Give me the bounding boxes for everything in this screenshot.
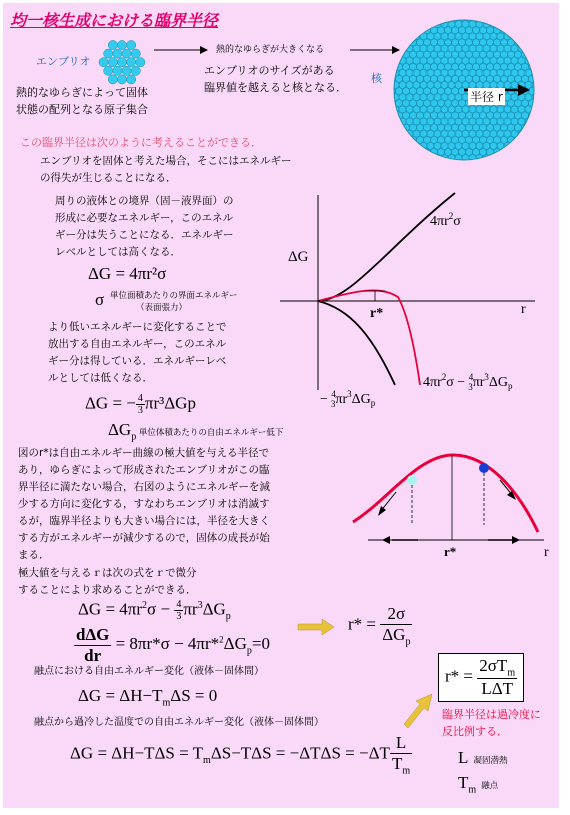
nucleus-atom — [501, 161, 508, 162]
nucleus-atom — [529, 51, 536, 58]
nucleus-atom — [392, 21, 399, 28]
nucleus-atom — [515, 27, 522, 34]
nucleus-atom — [529, 161, 536, 162]
nucleus-atom — [532, 130, 536, 137]
nucleus-atom — [392, 18, 396, 22]
nucleus-atom — [392, 51, 396, 58]
nucleus-atom — [396, 18, 403, 22]
nucleus-atom — [525, 155, 532, 162]
nucleus-atom — [406, 142, 413, 149]
nucleus-atom — [532, 57, 536, 64]
para3-line2: 放出する自由エネルギー，このエネル — [48, 338, 227, 350]
nucleus-atom — [532, 142, 536, 149]
nucleus-atom — [522, 27, 529, 34]
surface-curve-label: $4\pi r^2\sigma$ — [430, 211, 461, 229]
nucleus-atom — [399, 45, 406, 52]
nucleus-atom — [508, 27, 515, 34]
nucleus-atom — [427, 155, 434, 162]
embryo-atom — [117, 75, 126, 84]
nucleus-atom — [522, 136, 529, 143]
nucleus-atom — [529, 27, 536, 34]
nucleus-atom — [392, 155, 399, 162]
nucleus-atom — [529, 39, 536, 46]
legend-L-symbol: L — [458, 748, 469, 767]
sigma-symbol: σ — [95, 290, 105, 309]
graph1-xlabel: r — [521, 302, 526, 317]
undercool-caption: 融点から過冷した温度での自由エネルギー変化（液体－固体間） — [34, 717, 324, 728]
nucleus-atom — [406, 21, 413, 28]
size-description — [204, 62, 347, 96]
yellow-arrow-up — [400, 690, 436, 730]
final-note-line1: 臨界半径は過冷度に — [442, 708, 541, 721]
nucleus-atom — [396, 51, 403, 58]
nucleus-atom — [403, 39, 410, 46]
nucleus-atom — [525, 33, 532, 40]
nucleus-atom — [459, 161, 466, 162]
para4-line4: 少する方向に変化する，すなわちエンブリオは消滅す — [18, 498, 270, 510]
nucleus-atom — [532, 106, 536, 113]
nucleus-atom — [501, 18, 508, 22]
para4-line3: 界半径に満たない場合，右図のようにエネルギーを減 — [18, 481, 270, 493]
nucleus-atom — [487, 161, 494, 162]
nucleus-atom — [536, 18, 537, 22]
nucleus-atom — [466, 161, 473, 162]
nucleus-atom — [515, 18, 522, 22]
equation-3 — [348, 604, 412, 647]
embryo-label: エンブリオ — [36, 55, 91, 68]
final-note-line2: 反比例する． — [442, 725, 508, 738]
nucleus-atom — [399, 142, 406, 149]
para4-line2: あり，ゆらぎによって形成されたエンブリオがこの臨 — [18, 464, 270, 476]
radius-label: 半径 r — [470, 90, 503, 104]
nucleus-atom — [536, 100, 537, 107]
intro-text: この臨界半径は次のように考えることができる． — [20, 136, 262, 149]
nucleus-atom — [417, 161, 424, 162]
nucleus-atom — [392, 33, 399, 40]
nucleus-atom — [529, 148, 536, 155]
nucleus-atom — [494, 18, 501, 22]
nucleus-atom — [536, 27, 537, 34]
paragraph-5 — [18, 565, 197, 599]
dgp-symbol: $\Delta G_p$ — [108, 420, 137, 443]
para1-line1: エンブリオを固体と考えた場合，そこにはエネルギー — [40, 155, 292, 167]
nucleus-atom — [392, 161, 396, 162]
embryo-atom — [104, 49, 113, 58]
final-note — [442, 706, 541, 740]
nucleus-atom — [536, 75, 537, 82]
nucleus-label: 核 — [371, 72, 382, 85]
para3-line4: ルとしては低くなる． — [48, 372, 153, 384]
nucleus-atom — [438, 18, 445, 22]
nucleus-atom — [532, 33, 536, 40]
nucleus-atom — [410, 27, 417, 34]
embryo-desc-line2: 状態の配列となる原子集合 — [16, 103, 148, 116]
nucleus-atom — [529, 18, 536, 22]
nucleus-atom — [497, 21, 504, 28]
equation-undercool: $\Delta G = \Delta H-T\Delta S = T_m\Delta S-T\Delta S = -\Delta T\Delta S = -\Delta T$ $\frac{L}{T_m}$ — [70, 733, 411, 777]
nucleus-atom — [490, 155, 497, 162]
eq3-den: $\Delta G_p$ — [382, 625, 411, 648]
surface-energy-curve — [318, 193, 455, 301]
graph1-rstar-label: r* — [370, 306, 384, 321]
nucleus-atom — [396, 124, 403, 131]
nucleus-atom — [515, 161, 522, 162]
nucleus-atom — [536, 88, 537, 95]
nucleus-atom — [410, 18, 417, 22]
para2-line2: 形成に必要なエネルギー，このエネル — [55, 212, 234, 224]
nucleus-atom — [508, 18, 515, 22]
paragraph-2 — [55, 193, 234, 261]
nucleus-atom — [392, 118, 399, 125]
nucleus-atom — [532, 155, 536, 162]
nucleus-atom — [413, 142, 420, 149]
nucleus-atom — [417, 27, 424, 34]
size-desc-line2: 臨界値を越えると核となる． — [204, 81, 347, 94]
nucleus-atom — [452, 161, 459, 162]
legend-latent-heat — [458, 748, 508, 768]
nucleus-atom — [536, 148, 537, 155]
eq3-lhs: r* = — [348, 614, 376, 634]
sigma-note-line1: 単位面積あたりの界面エネルギー — [110, 291, 238, 301]
para3-line1: より低いエネルギーに変化することで — [48, 321, 227, 333]
nucleus-atom — [525, 142, 532, 149]
embryo-atom — [104, 66, 113, 75]
nucleus-atom — [399, 130, 406, 137]
nucleus-atom — [410, 161, 417, 162]
nucleus-atom — [518, 21, 525, 28]
sigma-note — [110, 290, 238, 314]
paragraph-3 — [48, 319, 227, 387]
nucleus-atom — [522, 18, 529, 22]
embryo-atom — [131, 66, 140, 75]
nucleus-atom — [427, 21, 434, 28]
para4-line5: るが，臨界半径よりも大きい場合には，半径を大きく — [18, 515, 270, 527]
graph2-rstar-label: r* — [444, 544, 457, 559]
nucleus-atom — [511, 155, 518, 162]
nucleus-atom — [480, 18, 487, 22]
nucleus-atom — [525, 21, 532, 28]
supercritical-embryo-dot — [479, 463, 489, 473]
volume-energy-curve — [318, 301, 395, 385]
nucleus-atom — [399, 155, 406, 162]
para2-line4: レベルとしては高くなる． — [55, 246, 181, 258]
nucleus-atom — [399, 21, 406, 28]
nucleus-atom — [532, 45, 536, 52]
eq-volume-prefix: ΔG = − — [85, 393, 136, 413]
embryo-atom — [127, 58, 136, 67]
nucleus-atom — [522, 39, 529, 46]
final-num: $2\sigma T_m$ — [479, 656, 516, 679]
embryo-description — [16, 84, 148, 118]
para4-line1: 図のr*は自由エネルギー曲線の極大値を与える半径で — [18, 447, 270, 459]
eq-volume-suffix: πr³ΔGp — [144, 393, 196, 413]
nucleus-atom — [420, 155, 427, 162]
nucleus-atom — [406, 155, 413, 162]
embryo-atom — [131, 49, 140, 58]
para4-line7: まる． — [18, 549, 50, 561]
embryo-atom — [113, 49, 122, 58]
nucleus-atom — [536, 63, 537, 70]
nucleus-atom — [480, 161, 487, 162]
nucleus-atom — [445, 161, 452, 162]
equation-volume — [85, 393, 196, 416]
melt-caption: 融点における自由エネルギー変化（液体－固体間） — [34, 666, 264, 677]
nucleus-atom — [536, 51, 537, 58]
dgp-note — [108, 420, 283, 442]
nucleus-atom — [494, 161, 501, 162]
maximum-graph — [348, 440, 558, 560]
nucleus-atom — [413, 155, 420, 162]
graph2-xlabel: r — [544, 545, 549, 560]
nucleus-atom — [511, 142, 518, 149]
nucleus-atom — [392, 63, 396, 70]
eq2-rhs: = $8\pi r*\sigma - 4\pi r*^2\Delta G_p=0$ — [115, 634, 270, 657]
final-lhs: r* = — [445, 666, 473, 686]
size-desc-line1: エンブリオのサイズがある — [204, 64, 335, 77]
nucleus-atom — [431, 161, 438, 162]
nucleus-atom — [396, 27, 403, 34]
para3-line3: ギー分は得している．エネルギーレベ — [48, 355, 227, 367]
embryo-atom — [117, 40, 126, 49]
nucleus-atom — [536, 112, 537, 119]
eq3-num: 2σ — [380, 604, 412, 625]
embryo-atom — [108, 58, 117, 67]
para4-line6: する方がエネルギーが減少するので，固体の成長が始 — [18, 532, 270, 544]
legend-melting-point — [458, 773, 498, 795]
legend-Tm-symbol: $T_m$ — [458, 773, 477, 796]
embryo-atom — [136, 58, 145, 67]
nucleus-atom — [522, 148, 529, 155]
volume-curve-label: − $^4$ $3\pi r^3\Delta G_p$ — [320, 389, 376, 409]
nucleus-atom — [396, 148, 403, 155]
nucleus-atom — [431, 18, 438, 22]
nucleus-atom — [417, 148, 424, 155]
nucleus-atom — [497, 155, 504, 162]
graph1-ylabel: ΔG — [288, 249, 309, 265]
embryo-atom — [127, 75, 136, 84]
legend-L-desc: 凝固潜熱 — [473, 756, 508, 766]
nucleus-atom — [420, 21, 427, 28]
nucleus-atom — [518, 142, 525, 149]
nucleus-atom — [508, 148, 515, 155]
para5-line2: することにより求めることができる． — [18, 584, 197, 596]
nucleus-atom — [403, 27, 410, 34]
embryo-cluster — [97, 38, 147, 88]
nucleus-atom — [529, 124, 536, 131]
equation-melt: $\Delta G = \Delta H-T_m\Delta S = 0$ — [78, 686, 218, 709]
dg-dr-fraction: $\frac{\text{dΔG}}{dr}$ — [76, 625, 110, 665]
nucleus-atom — [403, 161, 410, 162]
embryo-atom — [122, 49, 131, 58]
nucleus-atom — [515, 148, 522, 155]
nucleus-atom — [515, 136, 522, 143]
nucleus-atom — [392, 39, 396, 46]
fluctuation-caption: 熱的なゆらぎが大きくなる — [216, 45, 325, 55]
para2-line1: 周りの液体との境界（固－液界面）の — [55, 195, 234, 207]
nucleus-atom — [413, 21, 420, 28]
nucleus-atom — [511, 21, 518, 28]
nucleus-atom — [392, 142, 399, 149]
final-fraction — [477, 656, 517, 699]
nucleus-atom — [392, 27, 396, 34]
nucleus-atom — [536, 39, 537, 46]
nucleus-circle — [392, 18, 536, 162]
nucleus-atom — [473, 161, 480, 162]
nucleus-atom — [396, 136, 403, 143]
embryo-atom — [99, 58, 108, 67]
nucleus-atom — [504, 155, 511, 162]
embryo-atom — [108, 75, 117, 84]
nucleus-atom — [536, 136, 537, 143]
nucleus-atom — [487, 18, 494, 22]
legend-Tm-desc: 融点 — [481, 781, 499, 791]
embryo-atom — [122, 66, 131, 75]
nucleus-atom — [532, 21, 536, 28]
nucleus-atom — [508, 161, 515, 162]
energy-graph — [280, 185, 550, 425]
embryo-atom — [127, 40, 136, 49]
paragraph-1 — [40, 153, 291, 187]
nucleus-atom — [434, 155, 441, 162]
total-curve-label: $4\pi r^2\sigma - ^4$ $3\pi r^3\Delta G_p$ — [423, 372, 513, 392]
page-title: 均一核生成における臨界半径 — [10, 11, 219, 30]
nucleus-atom — [536, 124, 537, 131]
final-den: LΔT — [481, 679, 514, 699]
final-equation-box — [438, 653, 524, 702]
embryo-atom — [113, 66, 122, 75]
equation-1: $\Delta G = 4\pi r^2\sigma$ − $\frac{4}{3}$ $\pi r^3\Delta G_p$ — [78, 599, 231, 622]
nucleus-atom — [410, 148, 417, 155]
nucleus-atom — [536, 161, 537, 162]
nucleus-atom — [396, 161, 403, 162]
nucleus-atom — [392, 112, 396, 119]
nucleus-atom — [392, 130, 399, 137]
embryo-desc-line1: 熱的なゆらぎによって固体 — [16, 86, 148, 99]
paragraph-4 — [18, 445, 270, 564]
nucleus-atom — [399, 33, 406, 40]
nucleus-atom — [396, 39, 403, 46]
nucleus-atom — [392, 124, 396, 131]
nucleus-atom — [525, 45, 532, 52]
nucleus-atom — [424, 18, 431, 22]
nucleus-atom — [392, 148, 396, 155]
nucleus-atom — [403, 148, 410, 155]
equation-surface: ΔG = 4πr²σ — [88, 264, 167, 283]
nucleus-atom — [392, 57, 399, 64]
nucleus-atom — [438, 161, 445, 162]
nucleus-atom — [392, 136, 396, 143]
embryo-atom — [117, 58, 126, 67]
nucleus-atom — [392, 45, 399, 52]
nucleus-atom — [518, 33, 525, 40]
four-thirds-fraction: $\frac{4}{3}$ — [137, 393, 143, 416]
nucleus-atom — [525, 130, 532, 137]
nucleus-atom — [522, 161, 529, 162]
nucleus-atom — [504, 21, 511, 28]
para2-line3: ギー分は失うことになる．エネルギー — [55, 229, 234, 241]
para1-line2: の得失が生じることになる． — [40, 172, 177, 184]
nucleus-atom — [518, 155, 525, 162]
subcritical-embryo-dot — [407, 475, 417, 485]
eq3-fraction — [380, 604, 412, 647]
nucleus-atom — [532, 118, 536, 125]
dgp-note-desc: 単位体積あたりの自由エネルギー低下 — [136, 428, 284, 438]
sigma-note-line2: （表面張力） — [136, 303, 188, 313]
nucleus-atom — [417, 18, 424, 22]
embryo-atom — [108, 40, 117, 49]
nucleus-atom — [403, 136, 410, 143]
para5-line1: 極大値を与えるｒは次の式をｒで微分 — [18, 567, 197, 579]
nucleus-atom — [529, 136, 536, 143]
nucleus-atom — [406, 33, 413, 40]
nucleus-atom — [424, 161, 431, 162]
nucleus-atom — [403, 18, 410, 22]
yellow-arrow-right — [296, 618, 336, 636]
equation-2 — [74, 625, 270, 666]
